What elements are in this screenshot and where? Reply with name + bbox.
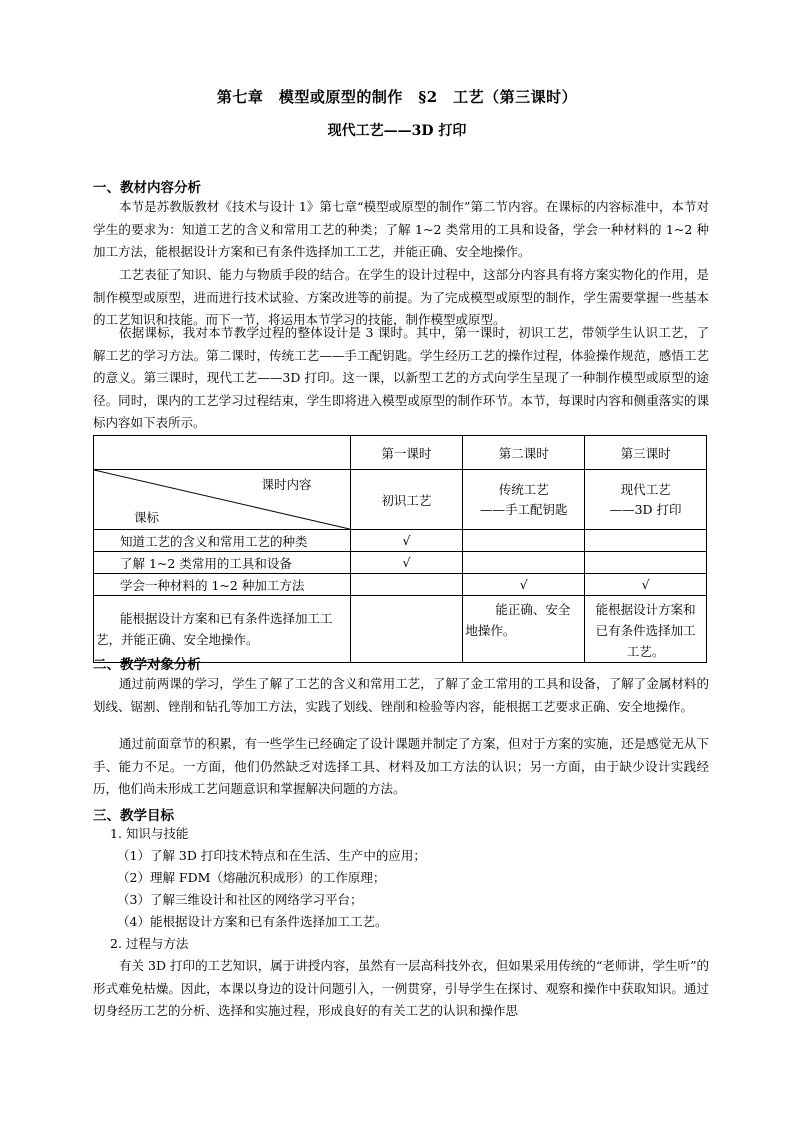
objective-item: （1）了解 3D 打印技术特点和在生活、生产中的应用； [117, 848, 426, 863]
table-note: 能正确、安全地操作。 [463, 596, 585, 663]
subheading: 1. 知识与技能 [110, 826, 189, 841]
table-header-lesson-1: 第一课时 [350, 436, 463, 470]
table-row-label: 学会一种材料的 1~2 种加工方法 [94, 574, 351, 596]
curriculum-table [93, 435, 707, 663]
table-check: √ [350, 552, 463, 574]
paragraph: 工艺表征了知识、能力与物质手段的结合。在学生的设计过程中，这部分内容具有将方案实物化的作用，是制作模型或原型，进而进行技术试验、方案改进等的前提。为了完成模型或原型的制作，学生需要掌握一些基本的工艺知识和技能。而下一节，将运用本节学习的技能，制作模型或原型。 [93, 267, 709, 327]
objective-item: （4）能根据设计方案和已有条件选择加工工艺。 [117, 914, 388, 929]
objective-item: （3）了解三维设计和社区的网络学习平台； [117, 892, 363, 907]
page-title: 第七章 模型或原型的制作 §2 工艺（第三课时） [216, 88, 578, 106]
table-check [350, 596, 463, 663]
table-header-lesson-2: 第二课时 [463, 436, 585, 470]
subheading: 2. 过程与方法 [110, 936, 189, 951]
table-row [94, 574, 707, 596]
section-heading-objectives: 三、教学目标 [93, 808, 174, 824]
table-row-label: 知道工艺的含义和常用工艺的种类 [94, 530, 351, 552]
table-content-row [94, 470, 707, 530]
table-header-row [94, 436, 707, 470]
table-check: √ [463, 574, 585, 596]
table-check [350, 574, 463, 596]
table-check [463, 552, 585, 574]
paragraph: 本节是苏教版教材《技术与设计 1》第七章“模型或原型的制作”第二节内容。在课标的内容标准中，本节对学生的要求为：知道工艺的含义和常用工艺的种类；了解 1~2 类常用的工具和设备，学会一种材料的 1~2 种加工方法，能根据设计方案和已有条件选择加工工艺，并能正确、安全地操作。 [93, 199, 709, 259]
table-content-lesson-1: 初识工艺 [350, 470, 463, 530]
table-row-label: 了解 1~2 类常用的工具和设备 [94, 552, 351, 574]
table-row [94, 530, 707, 552]
page-subtitle: 现代工艺——3D 打印 [327, 123, 467, 139]
table-content-lesson-2: 传统工艺 ——手工配钥匙 [463, 470, 585, 530]
section-heading-students: 二、教学对象分析 [93, 657, 201, 673]
table-header-lesson-3: 第三课时 [585, 436, 707, 470]
section-heading-materials: 一、教材内容分析 [93, 180, 201, 196]
table-row [94, 552, 707, 574]
table-check: √ [350, 530, 463, 552]
table-check [585, 552, 707, 574]
paragraph: 通过前面章节的积累，有一些学生已经确定了设计课题并制定了方案，但对于方案的实施，还是感觉无从下手、能力不足。一方面，他们仍然缺乏对选择工具、材料及加工方法的认识；另一方面，由于缺少设计实践经历，他们尚未形成工艺问题意识和掌握解决问题的方法。 [93, 736, 709, 796]
diag-label-standard: 课标 [134, 510, 160, 525]
table-note: 能根据设计方案和已有条件选择加工工艺。 [585, 596, 707, 663]
table-content-lesson-3: 现代工艺 ——3D 打印 [585, 470, 707, 530]
diag-label-content: 课时内容 [261, 477, 312, 492]
table-check [463, 530, 585, 552]
table-cell-empty [94, 436, 351, 470]
table-diagonal-header [94, 470, 351, 530]
paragraph: 通过前两课的学习，学生了解了工艺的含义和常用工艺，了解了金工常用的工具和设备，了解了金属材料的划线、锯割、锉削和钻孔等加工方法，实践了划线、锉削和检验等内容，能根据工艺要求正确、安全地操作。 [93, 676, 709, 714]
paragraph: 依据课标，我对本节教学过程的整体设计是 3 课时。其中，第一课时，初识工艺，带领学生认识工艺，了解工艺的学习方法。第二课时，传统工艺——手工配钥匙。学生经历工艺的操作过程，体验操作规范，感悟工艺的意义。第三课时，现代工艺——3D 打印。这一课，以新型工艺的方式向学生呈现了一种制作模型或原型的途径。同时，课内的工艺学习过程结束，学生即将进入模型或原型的制作环节。本节，每课时内容和侧重落实的课标内容如下表所示。 [93, 325, 709, 430]
table-check [585, 530, 707, 552]
table-check: √ [585, 574, 707, 596]
paragraph: 有关 3D 打印的工艺知识，属于讲授内容，虽然有一层高科技外衣，但如果采用传统的“老师讲，学生听”的形式难免枯燥。因此，本课以身边的设计问题引入，一例贯穿，引导学生在探讨、观察和操作中获取知识。通过切身经历工艺的分析、选择和实施过程，形成良好的有关工艺的认识和操作思 [93, 958, 709, 1018]
objective-item: （2）理解 FDM（熔融沉积成形）的工作原理； [117, 870, 386, 885]
table-row-label: 能根据设计方案和已有条件选择加工工艺，并能正确、安全地操作。 [94, 596, 351, 663]
